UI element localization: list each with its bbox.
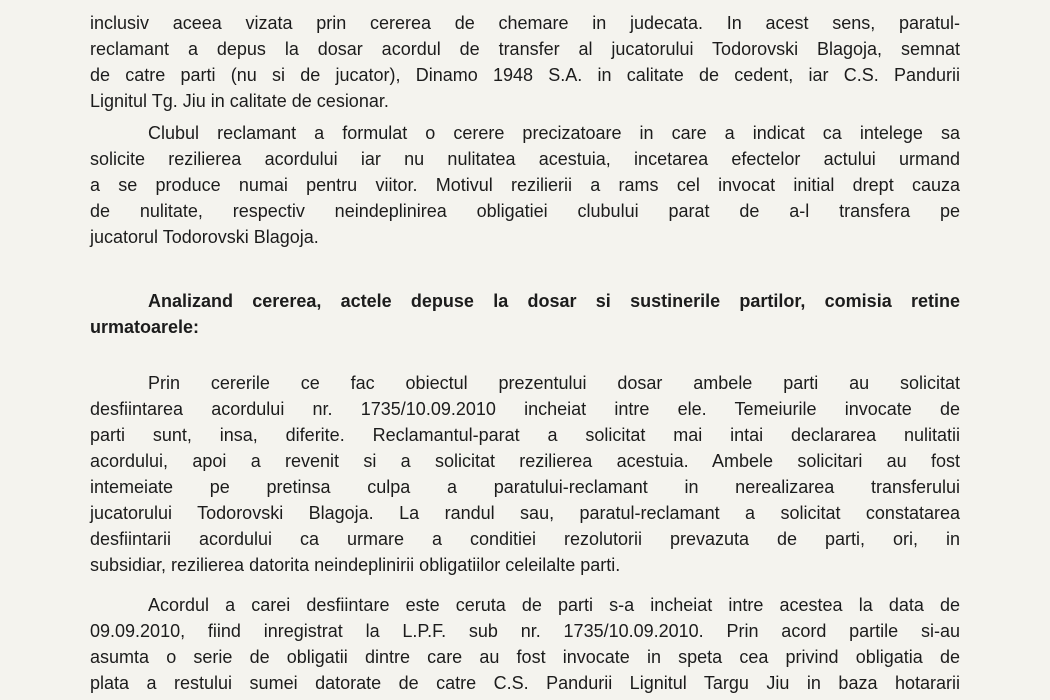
text-line: asumta o serie de obligatii dintre care au fost invocate in speta cea privind obligatia de [90, 647, 960, 667]
text-line: jucatorul Todorovski Blagoja. [90, 227, 319, 247]
text-line: parti sunt, insa, diferite. Reclamantul-parat a solicitat mai intai declararea nulitatii [90, 425, 960, 445]
paragraph-1 [90, 10, 960, 114]
text-line: de catre parti (nu si de jucator), Dinamo 1948 S.A. in calitate de cedent, iar C.S. Pandurii [90, 65, 960, 85]
text-line: intemeiate pe pretinsa culpa a paratului-reclamant in nerealizarea transferului [90, 477, 960, 497]
text-line: reclamant a depus la dosar acordul de transfer al jucatorului Todorovski Blagoja, semnat [90, 39, 960, 59]
text-line: Prin cererile ce fac obiectul prezentului dosar ambele parti au solicitat [148, 373, 960, 393]
text-line: inclusiv aceea vizata prin cererea de chemare in judecata. In acest sens, paratul- [90, 13, 960, 33]
text-line: jucatorului Todorovski Blagoja. La randul sau, paratul-reclamant a solicitat constatarea [90, 503, 960, 523]
text-line: desfiintarea acordului nr. 1735/10.09.2010 incheiat intre ele. Temeiurile invocate de [90, 399, 960, 419]
text-line: 09.09.2010, fiind inregistrat la L.P.F. sub nr. 1735/10.09.2010. Prin acord partile si-au [90, 621, 960, 641]
text-line: Acordul a carei desfiintare este ceruta de parti s-a incheiat intre acestea la data de [148, 595, 960, 615]
text-line: plata a restului sumei datorate de catre C.S. Pandurii Lignitul Targu Jiu in baza hotararii [90, 673, 960, 693]
text-line: a se produce numai pentru viitor. Motivul rezilierii a rams cel invocat initial drept cauza [90, 175, 960, 195]
text-line: Lignitul Tg. Jiu in calitate de cesionar. [90, 91, 389, 111]
paragraph-2 [90, 120, 960, 250]
heading-line: urmatoarele: [90, 317, 200, 337]
text-line: Clubul reclamant a formulat o cerere precizatoare in care a indicat ca intelege sa [148, 123, 960, 143]
paragraph-4 [90, 592, 960, 696]
section-heading [90, 288, 960, 340]
heading-line: Analizand cererea, actele depuse la dosar si sustinerile partilor, comisia retine [148, 291, 960, 311]
text-line: de nulitate, respectiv neindeplinirea obligatiei clubului parat de a-l transfera pe [90, 201, 960, 221]
text-line: subsidiar, rezilierea datorita neindeplinirii obligatiilor celeilalte parti. [90, 555, 621, 575]
text-line: acordului, apoi a revenit si a solicitat rezilierea acestuia. Ambele solicitari au fost [90, 451, 960, 471]
paragraph-3 [90, 370, 960, 578]
text-line: desfiintarii acordului ca urmare a conditiei rezolutorii prevazuta de parti, ori, in [90, 529, 960, 549]
text-line: solicite rezilierea acordului iar nu nulitatea acestuia, incetarea efectelor actului urmand [90, 149, 960, 169]
